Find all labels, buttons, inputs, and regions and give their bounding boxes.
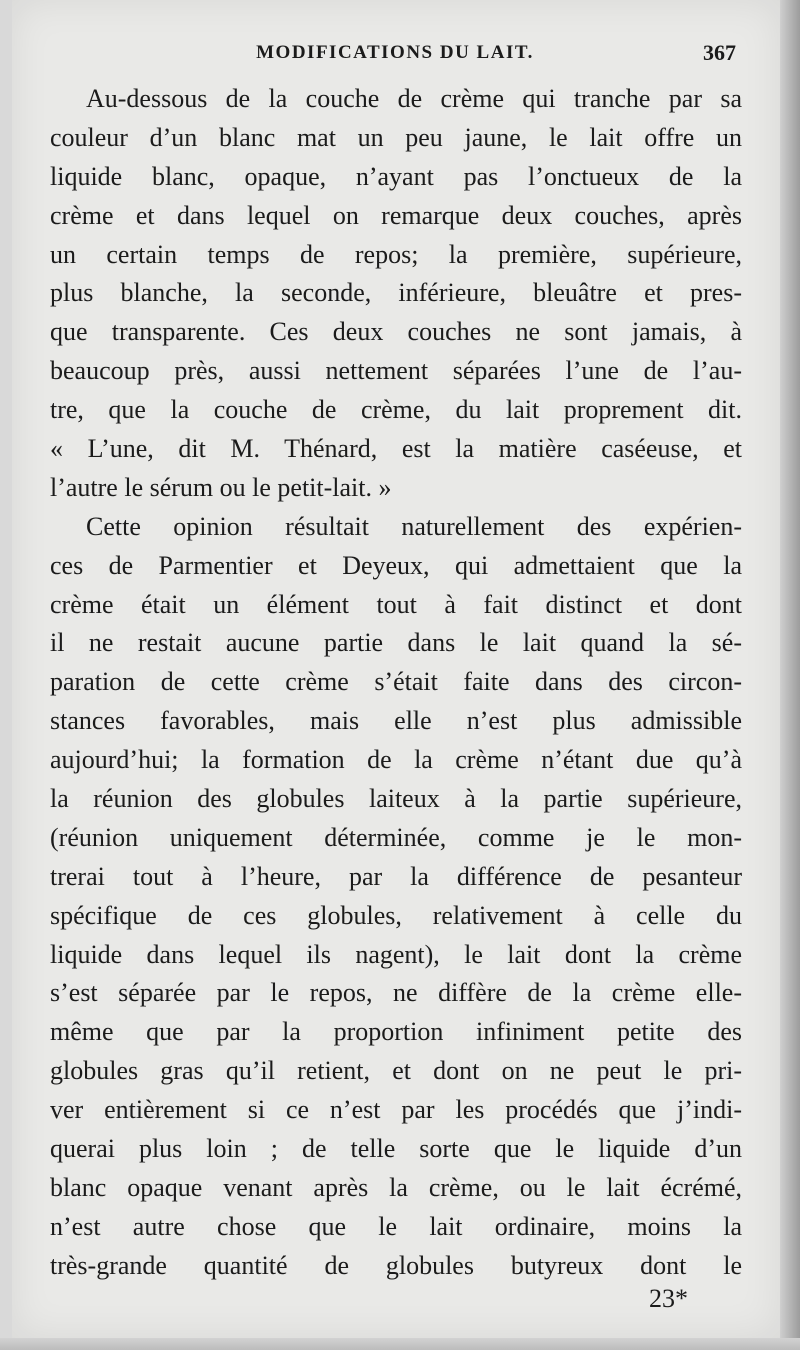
printer-signature-mark: 23* [649, 1284, 688, 1313]
text-line: beaucoup près, aussi nettement séparées l’une de l’au- [50, 356, 742, 386]
text-line: un certain temps de repos; la première, supérieure, [50, 239, 742, 269]
text-line: aujourd’hui; la formation de la crème n’étant due qu’à [50, 745, 742, 775]
page-body [50, 80, 742, 1286]
text-line: crème et dans lequel on remarque deux couches, après [50, 200, 742, 230]
text-line: couleur d’un blanc mat un peu jaune, le lait offre un [50, 122, 742, 152]
text-line: « L’une, dit M. Thénard, est la matière caséeuse, et [50, 434, 742, 464]
text-line: tre, que la couche de crème, du lait proprement dit. [50, 395, 742, 425]
page-number: 367 [703, 40, 736, 65]
text-line: liquide dans lequel ils nagent), le lait dont la crème [50, 939, 742, 969]
text-line: querai plus loin ; de telle sorte que le liquide d’un [50, 1134, 742, 1164]
paragraph-2 [50, 508, 742, 1286]
text-line: liquide blanc, opaque, n’ayant pas l’onctueux de la [50, 161, 742, 191]
text-line: que transparente. Ces deux couches ne sont jamais, à [50, 317, 742, 347]
text-line: spécifique de ces globules, relativement à celle du [50, 900, 742, 930]
page-bottom-edge [0, 1338, 800, 1350]
text-line: (réunion uniquement déterminée, comme je le mon- [50, 822, 742, 852]
text-line: paration de cette crème s’était faite dans des circon- [50, 667, 742, 697]
running-head: MODIFICATIONS DU LAIT. [256, 42, 534, 63]
text-line: plus blanche, la seconde, inférieure, bleuâtre et pres- [50, 278, 742, 308]
text-line: stances favorables, mais elle n’est plus admissible [50, 706, 742, 736]
text-line: trerai tout à l’heure, par la différence de pesanteur [50, 861, 742, 891]
text-line: blanc opaque venant après la crème, ou le lait écrémé, [50, 1172, 742, 1202]
text-line: l’autre le sérum ou le petit-lait. » [50, 472, 392, 502]
text-line: ver entièrement si ce n’est par les procédés que j’indi- [50, 1095, 742, 1125]
text-line: Cette opinion résultait naturellement des expérien- [86, 511, 742, 541]
paragraph-1 [50, 80, 742, 508]
text-line: s’est séparée par le repos, ne diffère de la crème elle- [50, 978, 742, 1008]
text-line: n’est autre chose que le lait ordinaire, moins la [50, 1211, 742, 1241]
text-line: crème était un élément tout à fait distinct et dont [50, 589, 742, 619]
text-line: très-grande quantité de globules butyreux dont le [50, 1250, 742, 1280]
text-line: Au-dessous de la couche de crème qui tranche par sa [86, 84, 742, 113]
text-line: il ne restait aucune partie dans le lait quand la sé- [50, 628, 742, 658]
text-line: la réunion des globules laiteux à la partie supérieure, [50, 784, 742, 814]
text-line: ces de Parmentier et Deyeux, qui admettaient que la [50, 550, 742, 580]
text-line: même que par la proportion infiniment petite des [50, 1017, 742, 1047]
page-header [50, 42, 740, 76]
page-edge-shadow [780, 0, 800, 1350]
text-line: globules gras qu’il retient, et dont on ne peut le pri- [50, 1056, 742, 1086]
